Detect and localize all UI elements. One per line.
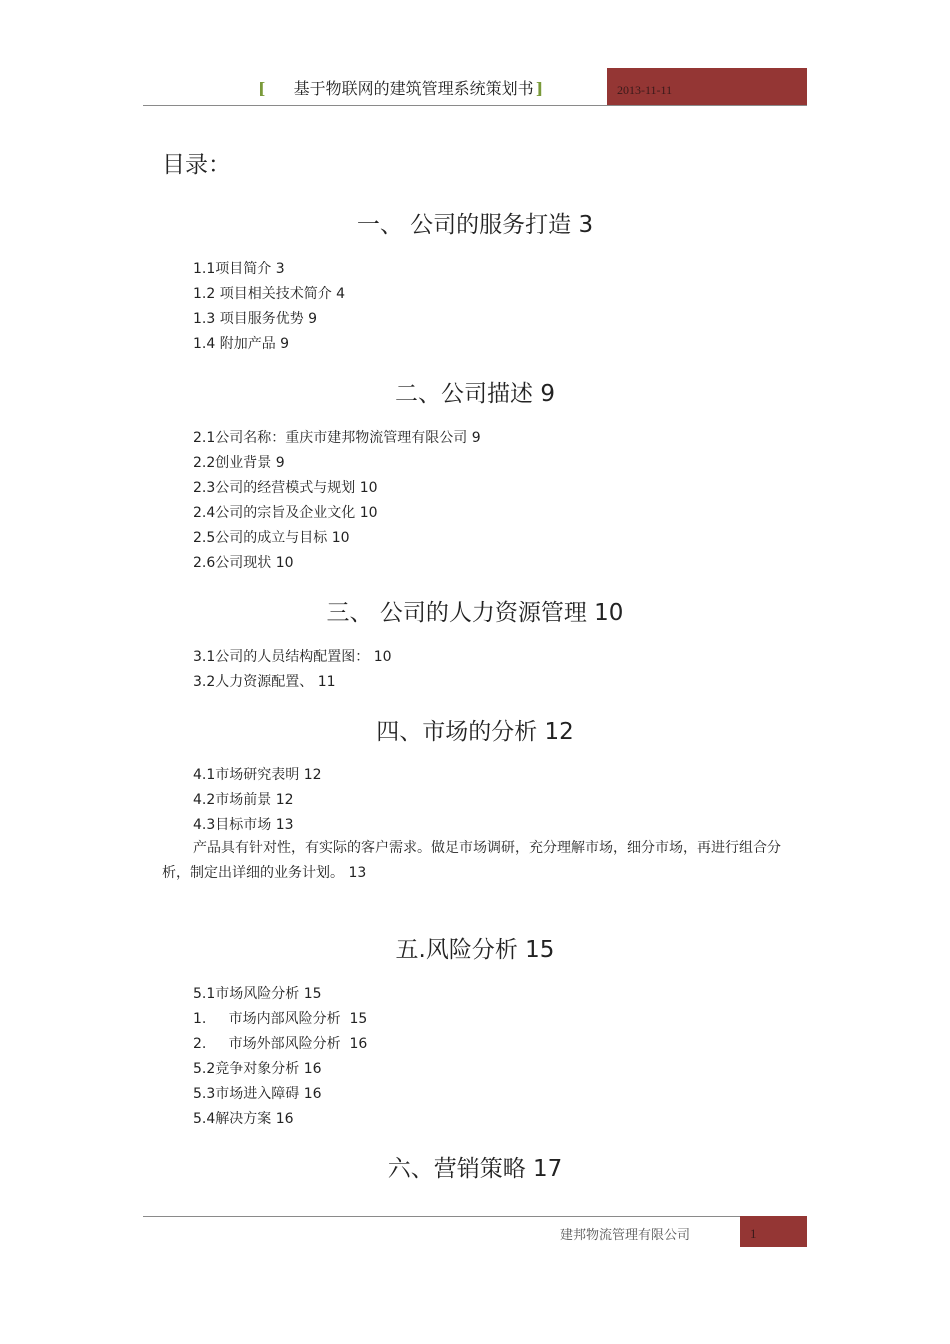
toc-section-title: 三、 公司的人力资源管理 10: [326, 600, 624, 626]
toc-entry: 2.2创业背景 9: [193, 455, 285, 471]
toc-entry: 1.4 附加产品 9: [193, 336, 290, 352]
toc-entry: 5.4解决方案 16: [193, 1111, 294, 1127]
toc-entry: 2.1公司名称：重庆市建邦物流管理有限公司 9: [193, 430, 481, 446]
header-title-line: [258, 77, 543, 105]
toc-section-title: 二、公司描述 9: [395, 381, 555, 407]
toc-entry: 3.1公司的人员结构配置图： 10: [193, 649, 392, 665]
toc-entry: 3.2人力资源配置、 11: [193, 674, 336, 690]
toc-entry: 4.1市场研究表明 12: [193, 767, 322, 783]
page-number: 1: [750, 1226, 757, 1241]
toc-entry: 1. 市场内部风险分析 15: [193, 1011, 368, 1027]
document-title: 基于物联网的建筑管理系统策划书: [293, 79, 534, 98]
toc-entry: 4.3目标市场 13: [193, 817, 294, 833]
toc-entry: 5.3市场进入障碍 16: [193, 1086, 322, 1102]
toc-heading: 目录：: [162, 152, 231, 178]
footer-company: 建邦物流管理有限公司: [560, 1227, 691, 1242]
toc-entry: 2. 市场外部风险分析 16: [193, 1036, 368, 1052]
header-date: 2013-11-11: [617, 83, 673, 97]
toc-entry: 1.3 项目服务优势 9: [193, 311, 318, 327]
header-divider: [143, 105, 807, 106]
toc-paragraph: 产品具有针对性，有实际的客户需求。做足市场调研，充分理解市场，细分市场，再进行组合分析，制定出详细的业务计划。 13: [162, 840, 781, 881]
toc-entry: 2.5公司的成立与目标 10: [193, 530, 350, 546]
toc-section-title: 六、营销策略 17: [387, 1156, 563, 1182]
toc-entry: 2.3公司的经营模式与规划 10: [193, 480, 378, 496]
toc-section-title: 五.风险分析 15: [395, 937, 555, 963]
header-bracket-open: [: [258, 79, 266, 98]
header-bracket-close: ]: [535, 79, 544, 98]
toc-entry: 1.1项目简介 3: [193, 261, 285, 277]
toc-entry: 2.6公司现状 10: [193, 555, 294, 571]
footer-divider: [143, 1216, 740, 1217]
toc-entry: 1.2 项目相关技术简介 4: [193, 286, 346, 302]
toc-entry: 4.2市场前景 12: [193, 792, 294, 808]
toc-section-title: 四、市场的分析 12: [376, 719, 574, 745]
toc-entry: 2.4公司的宗旨及企业文化 10: [193, 505, 378, 521]
toc-entry: 5.1市场风险分析 15: [193, 986, 322, 1002]
toc-entry: 5.2竞争对象分析 16: [193, 1061, 322, 1077]
toc-section-title: 一、 公司的服务打造 3: [356, 212, 594, 238]
